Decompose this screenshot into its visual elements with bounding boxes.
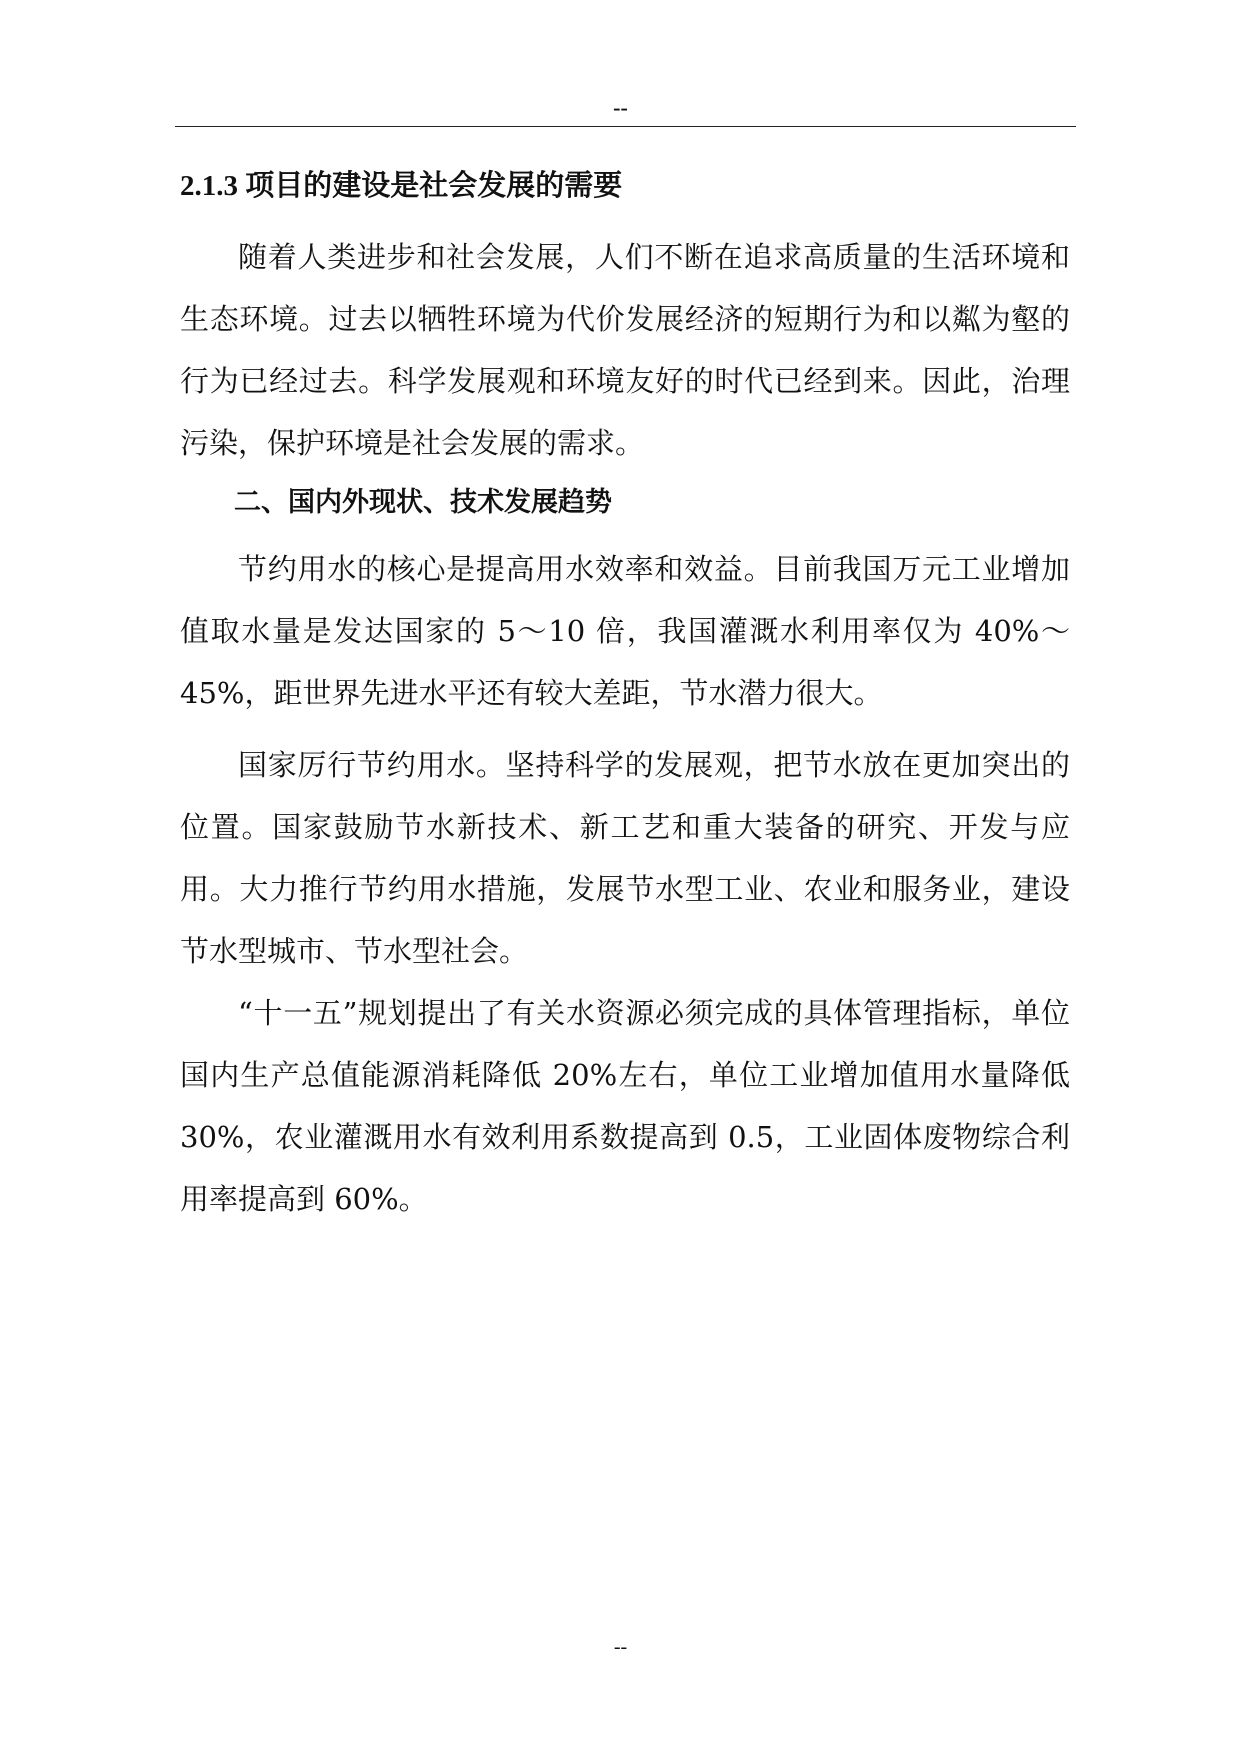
section-heading: 2.1.3 项目的建设是社会发展的需要 <box>180 170 623 202</box>
paragraph-water-efficiency: 节约用水的核心是提高用水效率和效益。目前我国万元工业增加值取水量是发达国家的 5～10 倍，我国灌溉水利用率仅为 40%～45%，距世界先进水平还有较大差距，节水潜力很大。 <box>180 552 1070 710</box>
document-body <box>180 160 1070 1230</box>
paragraph-five-year-plan: “十一五”规划提出了有关水资源必须完成的具体管理指标，单位国内生产总值能源消耗降低 20%左右，单位工业增加值用水量降低 30%，农业灌溉用水有效利用系数提高到 0.5，工业固体废物综合利用率提高到 60%。 <box>180 996 1070 1216</box>
paragraph-national-policy: 国家厉行节约用水。坚持科学的发展观，把节水放在更加突出的位置。国家鼓励节水新技术、新工艺和重大装备的研究、开发与应用。大力推行节约用水措施，发展节水型工业、农业和服务业，建设节水型城市、节水型社会。 <box>180 748 1070 968</box>
header-rule <box>175 126 1076 127</box>
subsection-heading: 二、国内外现状、技术发展趋势 <box>234 487 612 518</box>
page-footer-mark: -- <box>613 1636 628 1658</box>
section-paragraph: 随着人类进步和社会发展，人们不断在追求高质量的生活环境和生态环境。过去以牺牲环境为代价发展经济的短期行为和以粼为壑的行为已经过去。科学发展观和环境友好的时代已经到来。因此，治理污染，保护环境是社会发展的需求。 <box>180 240 1070 460</box>
page-header-mark: -- <box>613 95 628 120</box>
